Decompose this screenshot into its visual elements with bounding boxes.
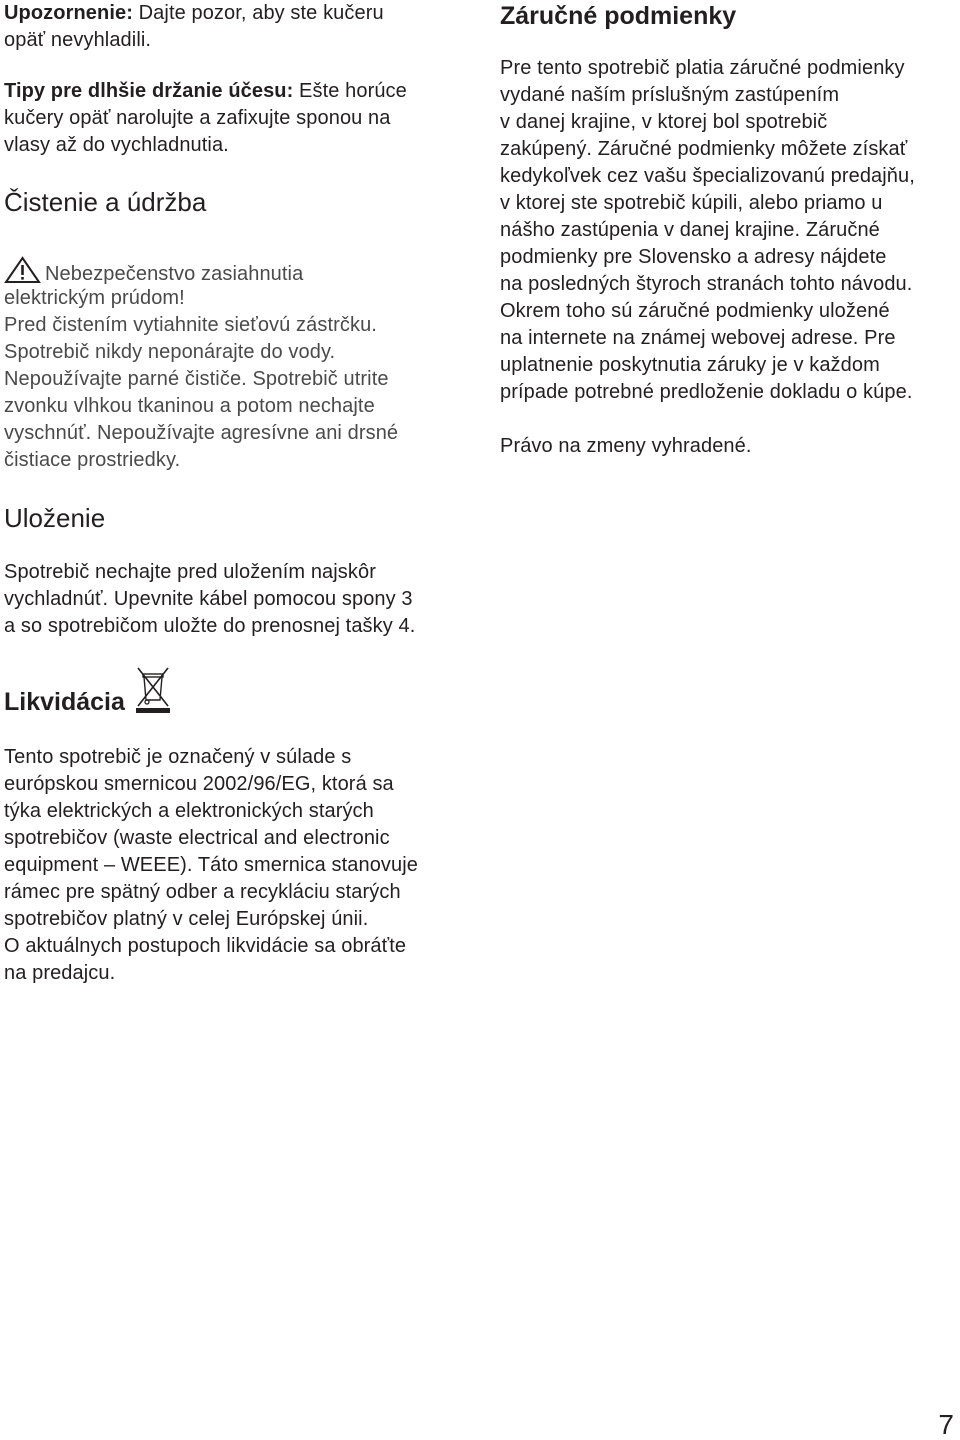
warning-line-2: elektrickým prúdom! bbox=[4, 287, 185, 309]
zaruka-line: uplatnenie poskytnutia záruky je v každom bbox=[500, 354, 880, 376]
ulozenie-line: a so spotrebičom uložte do prenosnej tašky 4. bbox=[4, 615, 416, 637]
likvidacia-line: O aktuálnych postupoch likvidácie sa obráťte bbox=[4, 935, 407, 957]
zaruka-line: nášho zastúpenia v danej krajine. Záručné bbox=[500, 219, 880, 241]
warning-triangle-icon bbox=[4, 256, 41, 284]
zaruka-line: Okrem toho sú záručné podmienky uložené bbox=[500, 300, 890, 322]
cistenie-line: Spotrebič nikdy neponárajte do vody. bbox=[4, 341, 336, 363]
likvidacia-line: týka elektrických a elektronických starých bbox=[4, 800, 374, 822]
zaruka-line: na internete na známej webovej adrese. Pre bbox=[500, 327, 896, 349]
ulozenie-line: Spotrebič nechajte pred uložením najskôr bbox=[4, 561, 376, 583]
likvidacia-line: equipment – WEEE). Táto smernica stanovuje bbox=[4, 854, 419, 876]
likvidacia-line: Tento spotrebič je označený v súlade s bbox=[4, 746, 352, 768]
upozornenie-line-2: opäť nevyhladili. bbox=[4, 29, 152, 51]
cistenie-heading: Čistenie a údržba bbox=[4, 187, 207, 217]
likvidacia-line: rámec pre spätný odber a recykláciu starých bbox=[4, 881, 401, 903]
warning-line-1: Nebezpečenstvo zasiahnutia bbox=[4, 256, 303, 288]
zaruka-line: prípade potrebné predloženie dokladu o kúpe. bbox=[500, 381, 913, 403]
cistenie-line: čistiace prostriedky. bbox=[4, 449, 181, 471]
cistenie-line: Nepoužívajte parné čističe. Spotrebič utrite bbox=[4, 368, 389, 390]
tipy-line-1: Tipy pre dlhšie držanie účesu: Ešte horúce bbox=[4, 80, 407, 102]
page-number: 7 bbox=[938, 1409, 954, 1440]
likvidacia-heading: Likvidácia bbox=[4, 688, 125, 716]
tipy-line-3: vlasy až do vychladnutia. bbox=[4, 134, 229, 156]
tipy-label: Tipy pre dlhšie držanie účesu: bbox=[4, 80, 294, 102]
zaruka-line: podmienky pre Slovensko a adresy nájdete bbox=[500, 246, 887, 268]
cistenie-line: zvonku vlhkou tkaninou a potom nechajte bbox=[4, 395, 375, 417]
ulozenie-line: vychladnúť. Upevnite kábel pomocou spony 3 bbox=[4, 588, 413, 610]
zaruka-line: v danej krajine, v ktorej bol spotrebič bbox=[500, 111, 828, 133]
zaruka-line: v ktorej ste spotrebič kúpili, alebo priamo u bbox=[500, 192, 883, 214]
likvidacia-line: na predajcu. bbox=[4, 962, 116, 984]
zaruka-note: Právo na zmeny vyhradené. bbox=[500, 435, 752, 457]
zaruka-heading: Záručné podmienky bbox=[500, 2, 737, 30]
crossed-out-wheelie-bin-icon bbox=[132, 666, 172, 714]
upozornenie-line-1: Upozornenie: Dajte pozor, aby ste kučeru bbox=[4, 2, 384, 24]
ulozenie-heading: Uloženie bbox=[4, 503, 106, 533]
likvidacia-line: spotrebičov (waste electrical and electronic bbox=[4, 827, 390, 849]
zaruka-line: kedykoľvek cez vašu špecializovanú predajňu, bbox=[500, 165, 915, 187]
zaruka-line: zakúpený. Záručné podmienky môžete získať bbox=[500, 138, 908, 160]
likvidacia-line: európskou smernicou 2002/96/EG, ktorá sa bbox=[4, 773, 394, 795]
likvidacia-line: spotrebičov platný v celej Európskej únii. bbox=[4, 908, 369, 930]
zaruka-line: Pre tento spotrebič platia záručné podmienky bbox=[500, 57, 905, 79]
cistenie-line: Pred čistením vytiahnite sieťovú zástrčku. bbox=[4, 314, 377, 336]
zaruka-line: na posledných štyroch stranách tohto návodu. bbox=[500, 273, 913, 295]
tipy-line-2: kučery opäť narolujte a zafixujte sponou na bbox=[4, 107, 391, 129]
cistenie-line: vyschnúť. Nepoužívajte agresívne ani drsné bbox=[4, 422, 399, 444]
zaruka-line: vydané naším príslušným zastúpením bbox=[500, 84, 840, 106]
upozornenie-label: Upozornenie: bbox=[4, 2, 133, 24]
